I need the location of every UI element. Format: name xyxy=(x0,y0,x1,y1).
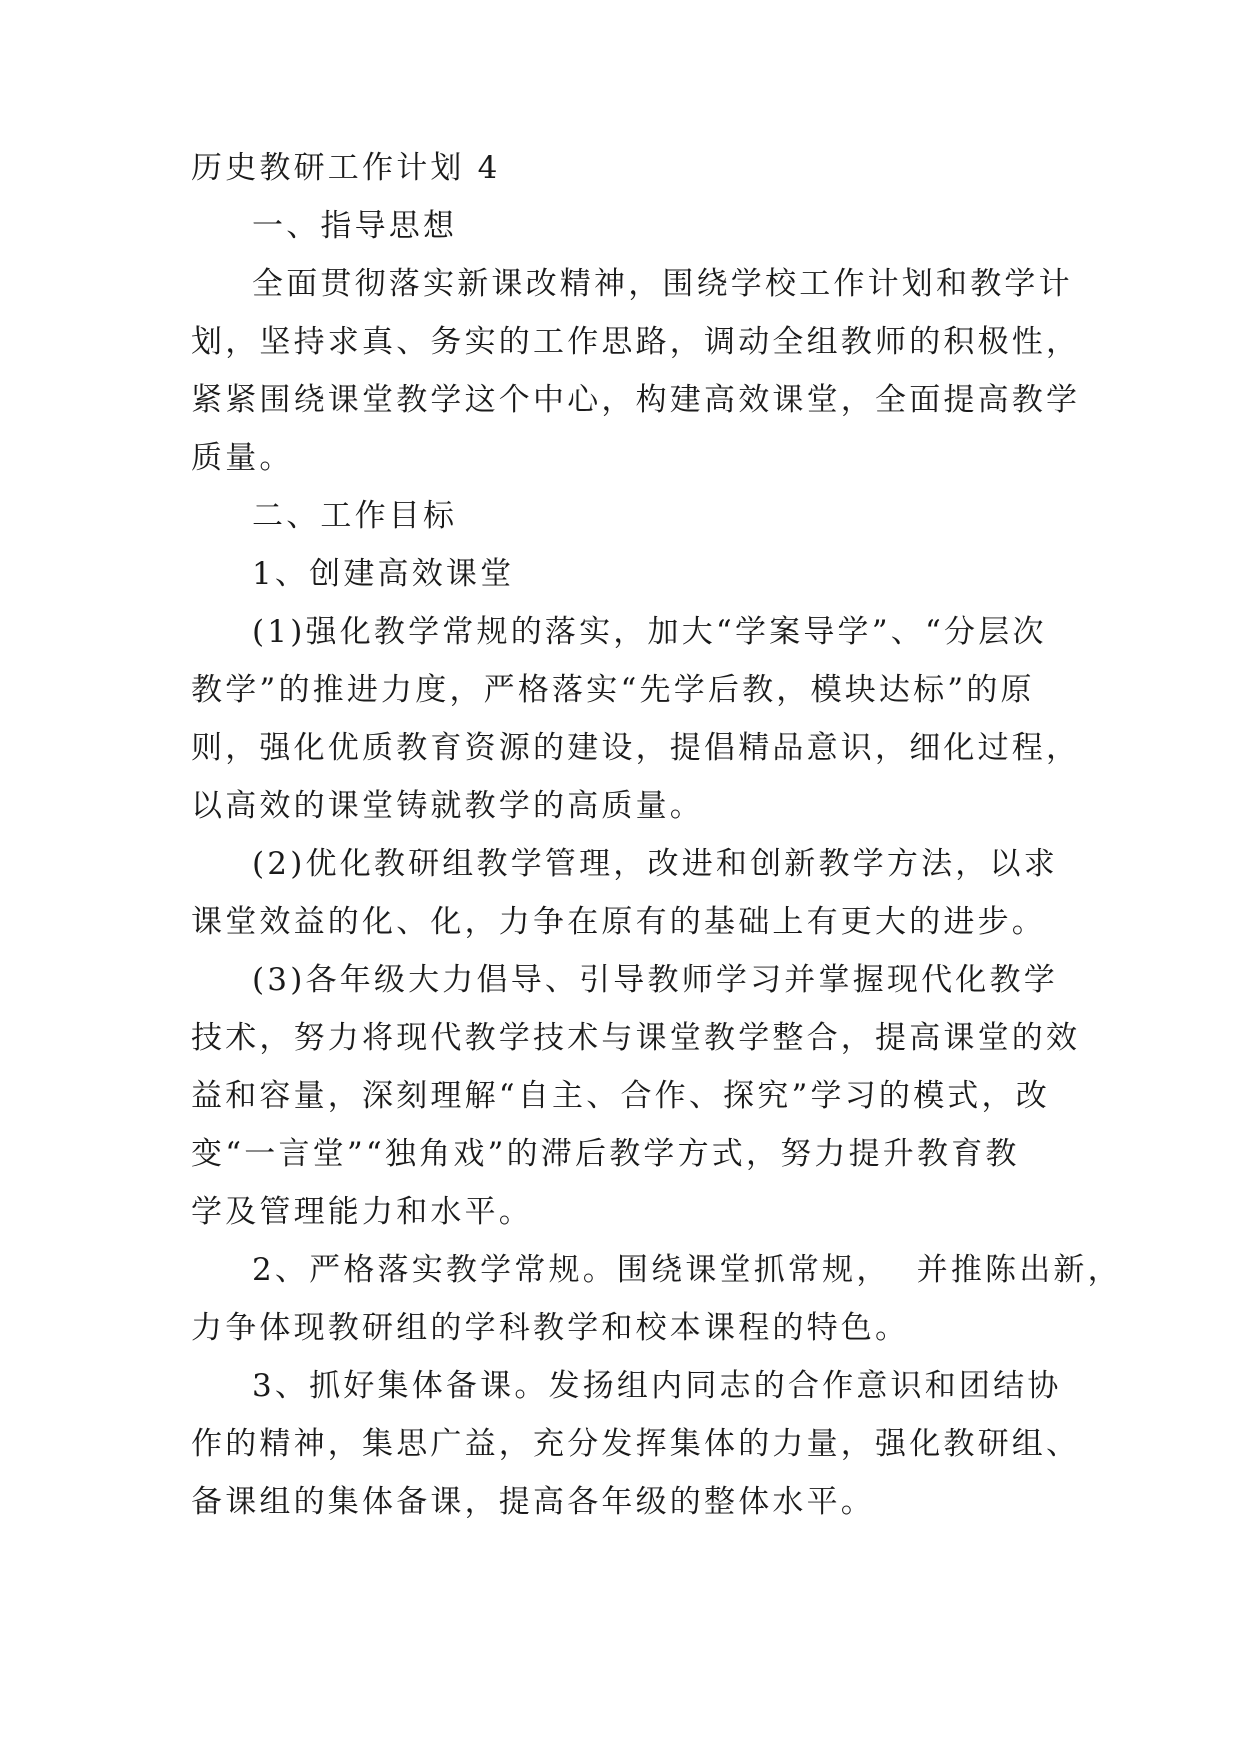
paragraph-line: 作的精神，集思广益，充分发挥集体的力量，强化教研组、 xyxy=(191,1426,1081,1462)
paragraph-line: 以高效的课堂铸就教学的高质量。 xyxy=(191,788,704,824)
paragraph-line: 变“一言堂”“独角戏”的滞后教学方式，努力提升教育教 xyxy=(191,1136,1020,1172)
paragraph-line: 学及管理能力和水平。 xyxy=(191,1194,533,1230)
section-heading-guiding-ideology: 一、指导思想 xyxy=(252,208,458,244)
paragraph-line: 教学”的推进力度，严格落实“先学后教，模块达标”的原 xyxy=(191,672,1035,708)
document-title: 历史教研工作计划 4 xyxy=(191,150,501,186)
paragraph-line: 备课组的集体备课，提高各年级的整体水平。 xyxy=(191,1484,875,1520)
paragraph-line: 2、严格落实教学常规。围绕课堂抓常规， 并推陈出新， xyxy=(252,1252,1122,1288)
paragraph-line: 划，坚持求真、务实的工作思路，调动全组教师的积极性， xyxy=(191,324,1081,360)
paragraph-line: 技术，努力将现代教学技术与课堂教学整合，提高课堂的效 xyxy=(191,1020,1081,1056)
paragraph-line: 紧紧围绕课堂教学这个中心，构建高效课堂，全面提高教学 xyxy=(191,382,1081,418)
paragraph-line: 则，强化优质教育资源的建设，提倡精品意识，细化过程， xyxy=(191,730,1081,766)
paragraph-line: 质量。 xyxy=(191,440,294,476)
paragraph-line: (2)优化教研组教学管理，改进和创新教学方法，以求 xyxy=(252,846,1058,882)
section-heading-work-goals: 二、工作目标 xyxy=(252,498,458,534)
paragraph-line: 力争体现教研组的学科教学和校本课程的特色。 xyxy=(191,1310,910,1346)
paragraph-line: (1)强化教学常规的落实，加大“学案导学”、“分层次 xyxy=(252,614,1047,650)
paragraph-line: 课堂效益的化、化，力争在原有的基础上有更大的进步。 xyxy=(191,904,1046,940)
paragraph-line: 益和容量，深刻理解“自主、合作、探究”学习的模式，改 xyxy=(191,1078,1050,1114)
paragraph-line: 全面贯彻落实新课改精神，围绕学校工作计划和教学计 xyxy=(252,266,1073,302)
paragraph-line: 3、抓好集体备课。发扬组内同志的合作意识和团结协 xyxy=(252,1368,1062,1404)
paragraph-line: (3)各年级大力倡导、引导教师学习并掌握现代化教学 xyxy=(252,962,1058,998)
subheading-efficient-classroom: 1、创建高效课堂 xyxy=(252,556,515,592)
